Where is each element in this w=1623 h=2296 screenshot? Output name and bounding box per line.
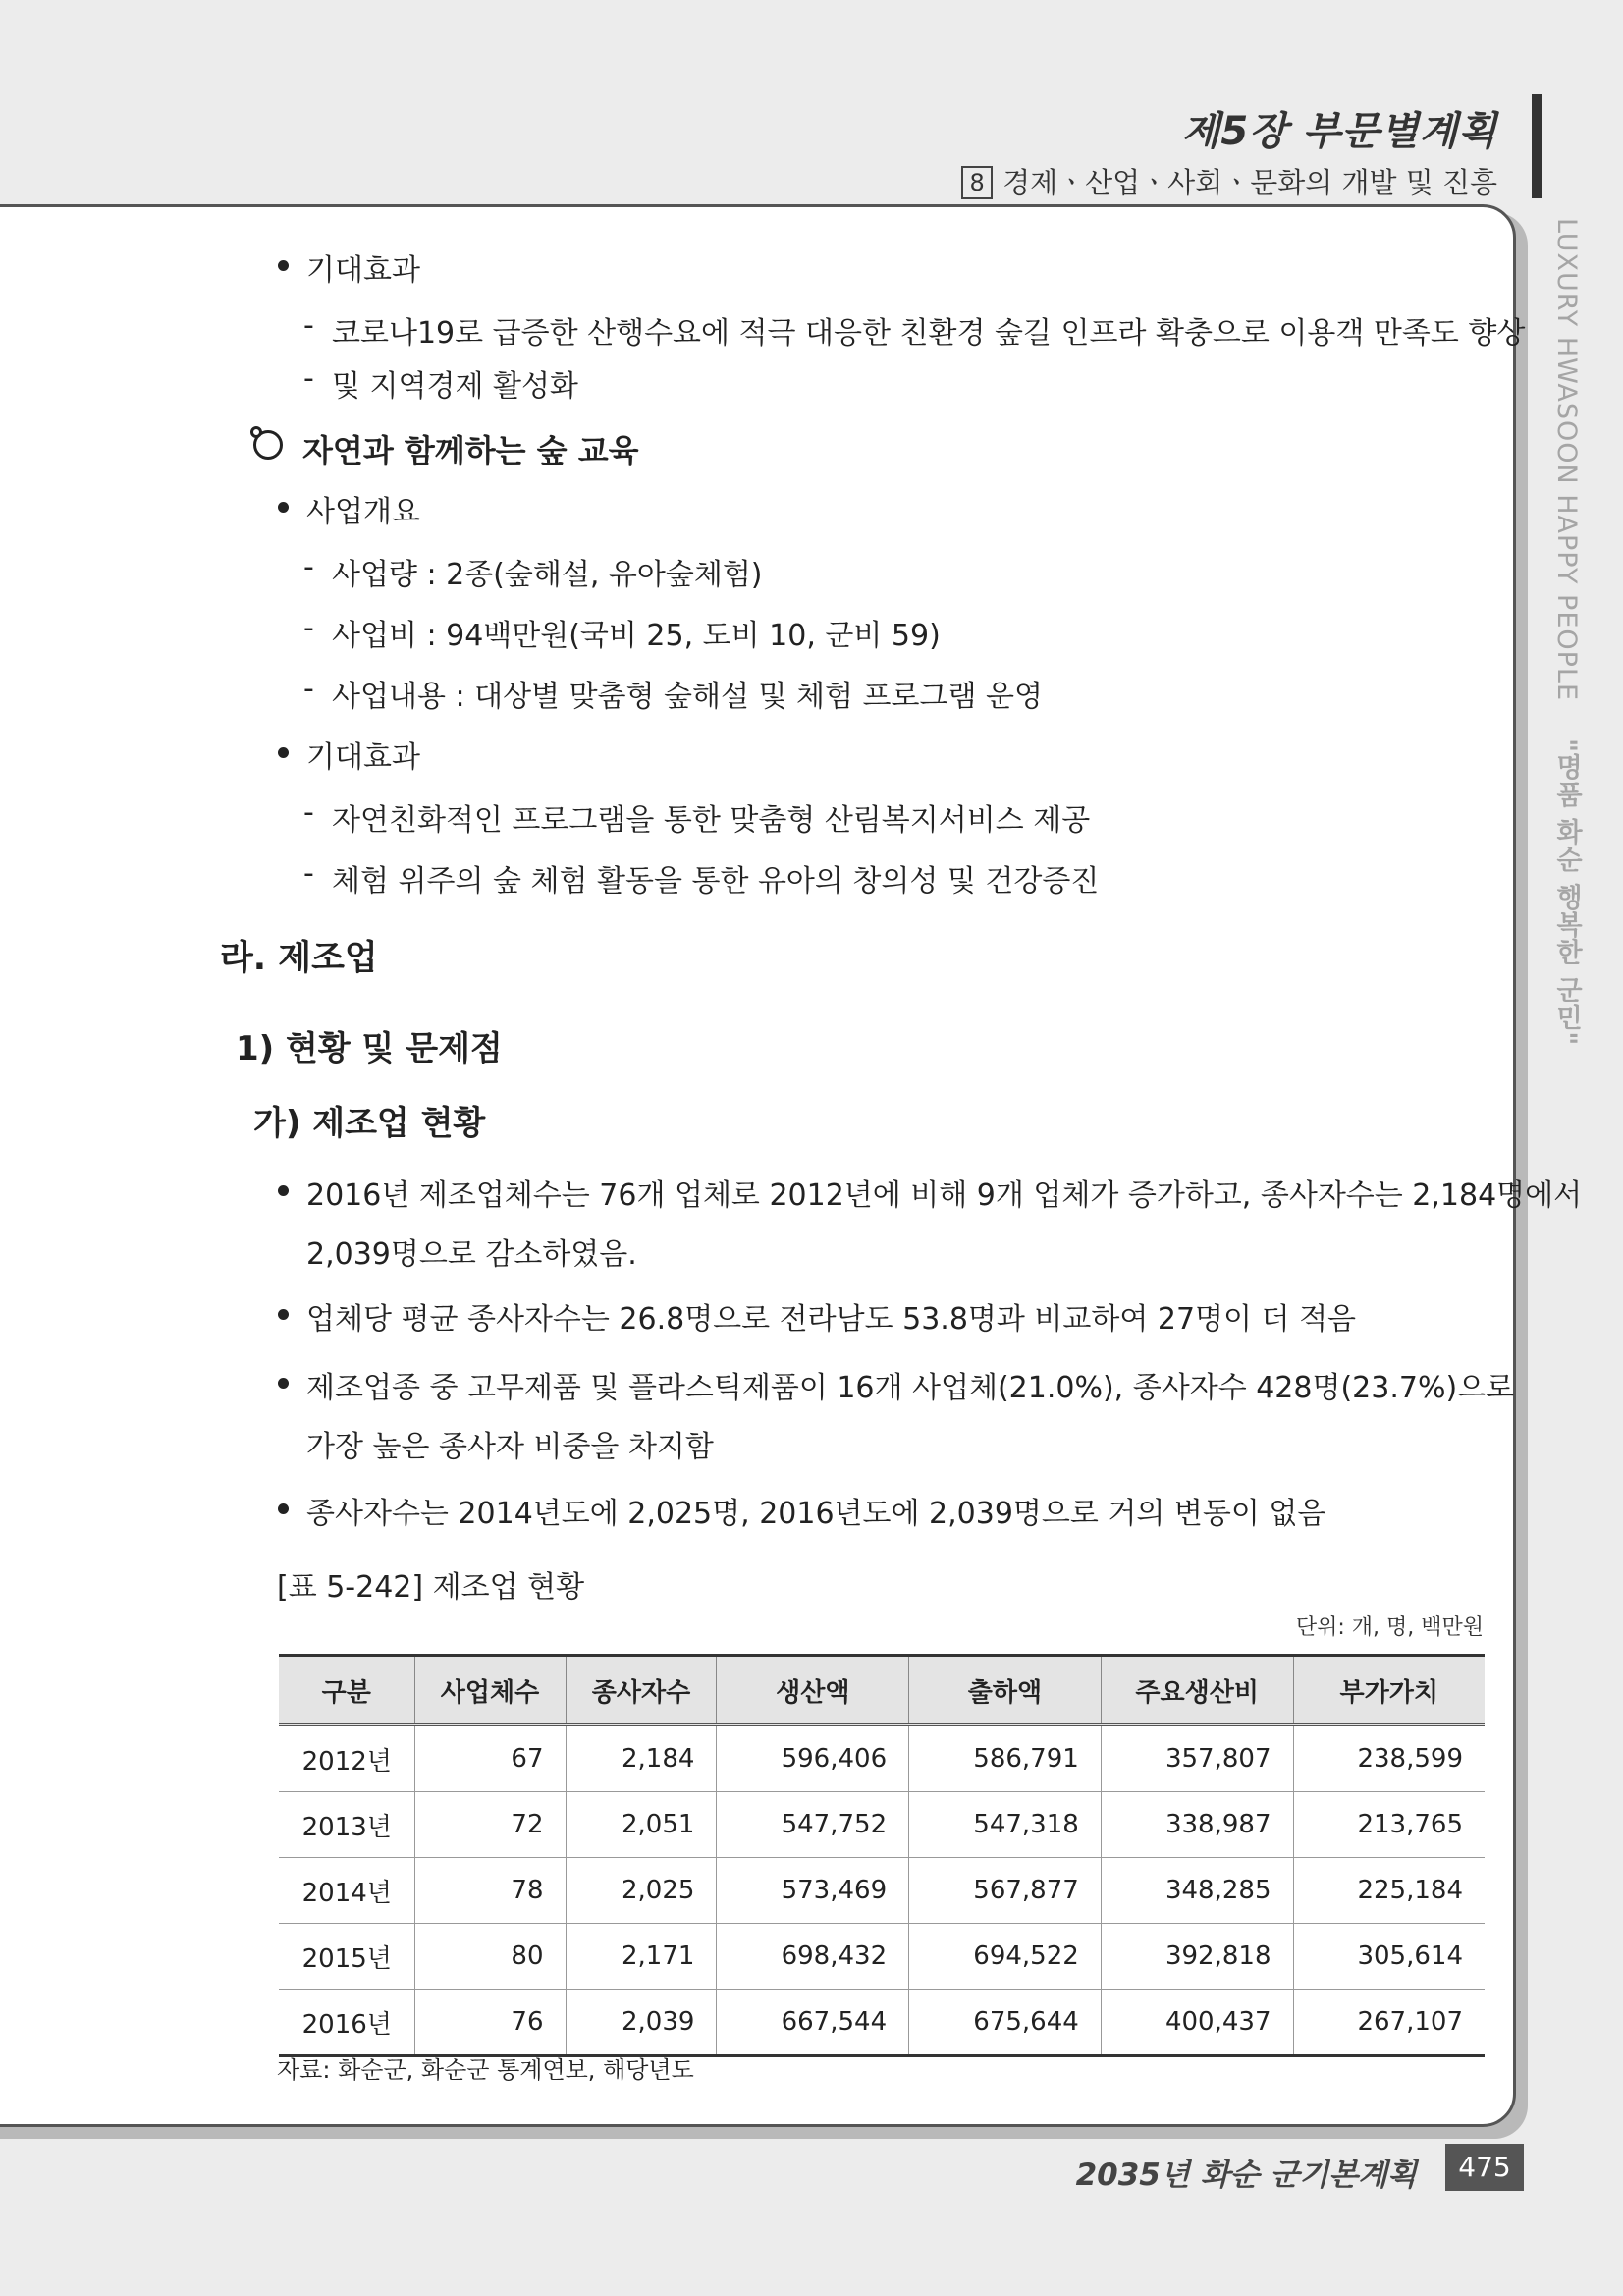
table-cell: 400,437 [1101, 1990, 1293, 2056]
table-cell: 2,039 [566, 1990, 717, 2056]
table-header: 주요생산비 [1101, 1656, 1293, 1725]
table-row [279, 1858, 1485, 1924]
effects1-line2-text: 및 지역경제 활성화 [332, 369, 578, 404]
forest-edu-title: 자연과 함께하는 숲 교육 [302, 432, 639, 469]
table-cell: 348,285 [1101, 1858, 1293, 1924]
table-cell: 2016년 [279, 1990, 414, 2056]
paragraph-4: 종사자수는 2014년도에 2,025명, 2016년도에 2,039명으로 거의 변동이 없음 [306, 1489, 1325, 1532]
table-cell: 2,051 [566, 1792, 717, 1858]
table-cell: 357,807 [1101, 1725, 1293, 1792]
section-number: 8 [961, 166, 993, 199]
table-header: 생산액 [717, 1656, 909, 1725]
table-cell: 392,818 [1101, 1924, 1293, 1990]
table-cell: 698,432 [717, 1924, 909, 1990]
table-cell: 675,644 [909, 1990, 1102, 2056]
table-cell: 586,791 [909, 1725, 1102, 1792]
table-source: 자료: 화순군, 화순군 통계연보, 해당년도 [277, 2056, 694, 2084]
table-cell: 80 [414, 1924, 566, 1990]
table-cell: 305,614 [1293, 1924, 1485, 1990]
heading-status: 1) 현황 및 문제점 [236, 1029, 503, 1068]
table-cell: 2,025 [566, 1858, 717, 1924]
chapter-bar [1532, 94, 1542, 198]
overview-item: - 사업내용 : 대상별 맞춤형 숲해설 및 체험 프로그램 운영 [332, 672, 1043, 715]
effects2-item: - 체험 위주의 숲 체험 활동을 통한 유아의 창의성 및 건강증진 [332, 856, 1099, 900]
table-cell: 2,184 [566, 1725, 717, 1792]
table-cell: 2013년 [279, 1792, 414, 1858]
table-cell: 225,184 [1293, 1858, 1485, 1924]
table-cell: 567,877 [909, 1858, 1102, 1924]
table-header: 사업체수 [414, 1656, 566, 1725]
paragraph-2: 업체당 평균 종사자수는 26.8명으로 전라남도 53.8명과 비교하여 27명이 더 적음 [306, 1294, 1356, 1338]
table-cell: 2015년 [279, 1924, 414, 1990]
overview-label: 사업개요 [306, 487, 420, 530]
table-row [279, 1792, 1485, 1858]
table-row [279, 1725, 1485, 1792]
paragraph-1: 2016년 제조업체수는 76개 업체로 2012년에 비해 9개 업체가 증가하고, 종사자수는 2,184명에서 [306, 1171, 1582, 1214]
table-cell: 72 [414, 1792, 566, 1858]
section-title-text: 경제ㆍ산업ㆍ사회ㆍ문화의 개발 및 진흥 [1002, 166, 1497, 199]
side-banner-english: LUXURY HWASOON HAPPY PEOPLE [1551, 218, 1582, 702]
table-cell: 2,171 [566, 1924, 717, 1990]
effects1-label: 기대효과 [306, 246, 420, 289]
effects2-item: - 자연친화적인 프로그램을 통한 맞춤형 산림복지서비스 제공 [332, 795, 1090, 839]
table-cell: 573,469 [717, 1858, 909, 1924]
table-cell: 2014년 [279, 1858, 414, 1924]
table-cell: 667,544 [717, 1990, 909, 2056]
heading-sub: 가) 제조업 현황 [253, 1104, 486, 1143]
heading-manufacturing: 라. 제조업 [220, 939, 378, 978]
table-cell: 67 [414, 1725, 566, 1792]
overview-item: - 사업비 : 94백만원(국비 25, 도비 10, 군비 59) [332, 611, 941, 654]
table-cell: 213,765 [1293, 1792, 1485, 1858]
table-cell: 547,318 [909, 1792, 1102, 1858]
paragraph-3: 제조업종 중 고무제품 및 플라스틱제품이 16개 사업체(21.0%), 종사자수 428명(23.7%)으로 [306, 1363, 1514, 1406]
table-cell: 547,752 [717, 1792, 909, 1858]
table-cell: 78 [414, 1858, 566, 1924]
table-caption: [표 5-242] 제조업 현황 [277, 1570, 585, 1605]
footer-title: 2035년 화순 군기본계획 [1075, 2158, 1417, 2193]
table-cell: 596,406 [717, 1725, 909, 1792]
manufacturing-table [279, 1654, 1485, 2057]
table-cell: 338,987 [1101, 1792, 1293, 1858]
table-unit: 단위: 개, 명, 백만원 [1295, 1615, 1484, 1640]
table-row [279, 1990, 1485, 2056]
table-header: 부가가치 [1293, 1656, 1485, 1725]
side-banner [1547, 218, 1586, 1046]
table-header: 종사자수 [566, 1656, 717, 1725]
table-header-row [279, 1656, 1485, 1725]
table-cell: 2012년 [279, 1725, 414, 1792]
table-cell: 76 [414, 1990, 566, 2056]
table-header: 출하액 [909, 1656, 1102, 1725]
side-banner-korean: "명품 화순 행복한 군민" [1551, 738, 1582, 1046]
table-header: 구분 [279, 1656, 414, 1725]
effects2-label: 기대효과 [306, 733, 420, 776]
paragraph-3-cont: 가장 높은 종사자 비중을 차지함 [306, 1430, 714, 1464]
table-row [279, 1924, 1485, 1990]
table-cell: 238,599 [1293, 1725, 1485, 1792]
table-cell: 694,522 [909, 1924, 1102, 1990]
table-cell: 267,107 [1293, 1990, 1485, 2056]
section-title [961, 161, 1497, 201]
effects1-line1: - 코로나19로 급증한 산행수요에 적극 대응한 친환경 숲길 인프라 확충으로 이용객 만족도 향상 [332, 308, 1525, 352]
paragraph-1-cont: 2,039명으로 감소하였음. [306, 1237, 637, 1272]
overview-item: - 사업량 : 2종(숲해설, 유아숲체험) [332, 550, 763, 593]
page-number: 475 [1445, 2144, 1524, 2191]
chapter-title: 제5장 부문별계획 [1181, 109, 1497, 154]
ring-bullet-icon [253, 430, 283, 460]
